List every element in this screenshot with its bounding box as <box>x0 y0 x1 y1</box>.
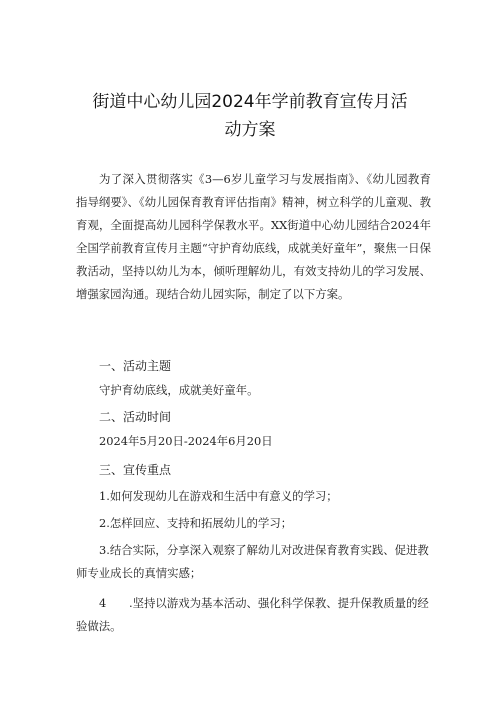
section-content-time: 2024年5月20日-2024年6月20日 <box>99 434 273 448</box>
intro-paragraph: 为了深入贯彻落实《3—6岁儿童学习与发展指南》、《幼儿园教育指导纲要》、《幼儿园保育教育评估指南》精神，树立科学的儿童观、教育观，全面提高幼儿园科学保教水平。XX街道中心幼儿园结合2024年全国学前教育宣传月主题“守护育幼底线，成就美好童年”，聚焦一日保教活动，坚持以幼儿为本，倾听理解幼儿，有效支持幼儿的学习发展、增强家园沟通。现结合幼儿园实际，制定了以下方案。 <box>76 172 431 301</box>
section-heading-focus: 三、宣传重点 <box>99 463 172 477</box>
section-content-theme: 守护育幼底线，成就美好童年。 <box>99 383 259 397</box>
focus-item-3: 3.结合实际，分享深入观察了解幼儿对改进保育教育实践、促进教师专业成长的真情实感； <box>76 543 429 580</box>
title-line-2: 动方案 <box>224 120 276 140</box>
document-title <box>40 88 460 144</box>
focus-item-4: 4 .坚持以游戏为基本活动、强化科学保教、提升保教质量的经验做法。 <box>76 596 429 633</box>
title-line-1: 街道中心幼儿园2024年学前教育宣传月活 <box>92 92 408 112</box>
focus-item-1: 1.如何发现幼儿在游戏和生活中有意义的学习； <box>99 489 338 503</box>
focus-item-2: 2.怎样回应、支持和拓展幼儿的学习； <box>99 516 293 530</box>
section-heading-time: 二、活动时间 <box>99 410 172 424</box>
section-heading-theme: 一、活动主题 <box>99 359 172 373</box>
